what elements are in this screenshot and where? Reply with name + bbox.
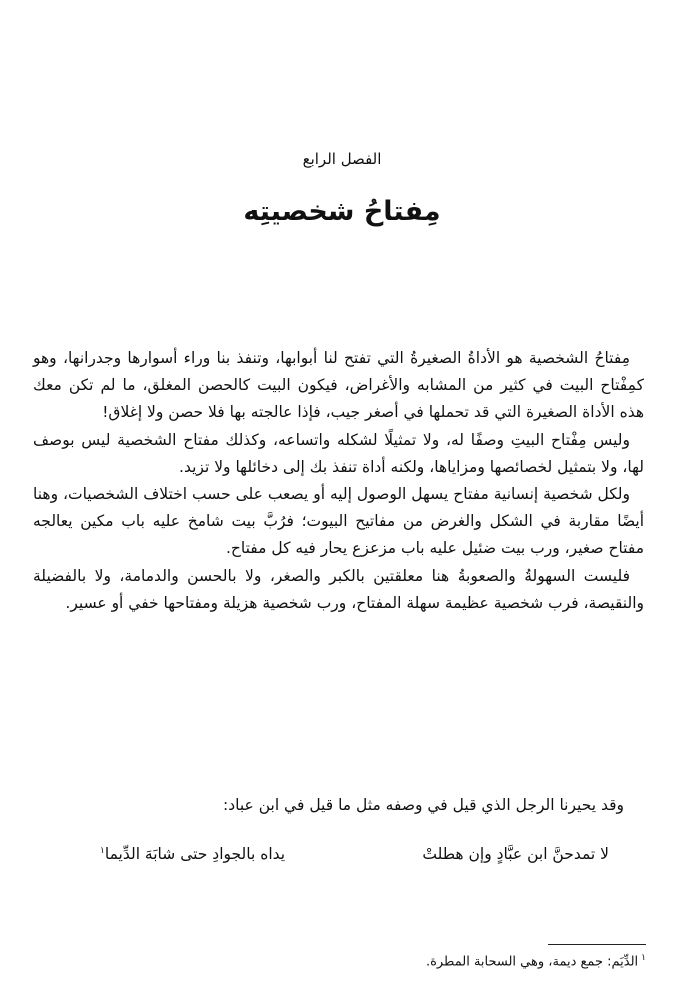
footnote-reference[interactable]: ١ <box>100 845 105 856</box>
footnote-text: الدِّيَم: جمع ديمة، وهي السحابة المطرة. <box>425 954 639 970</box>
footnote-number: ١ <box>641 953 646 963</box>
chapter-title: مِفتاحُ شخصيتِه <box>243 196 441 227</box>
paragraph-2: وليس مِفْتاح البيتِ وصفًا له، ولا تمثيلًا لشكله واتساعه، وكذلك مفتاح الشخصية ليس بوصف لها، ولا بتمثيل لخصائصها ومزاياها، ولكنه أداة تنفذ بك إلى دخائلها ولا تزيد. <box>33 430 644 476</box>
verse-intro: وقد يحيرنا الرجل الذي قيل في وصفه مثل ما قيل في ابن عباد: <box>223 796 624 814</box>
chapter-body <box>33 345 644 617</box>
verse-first-hemistich: لا تمدحنَّ ابن عبَّادٍ وإن هطلتْ <box>422 845 609 863</box>
footnote <box>426 953 646 969</box>
paragraph-4: فليست السهولةُ والصعوبةُ هنا معلقتين بالكبر والصغر، ولا بالحسن والدمامة، ولا بالفضيلة والنقيصة، فرب شخصية عظيمة سهلة المفتاح، ورب شخصية هزيلة ومفتاحها خفي أو عسير. <box>33 566 644 612</box>
paragraph-1: مِفتاحُ الشخصية هو الأداةُ الصغيرةُ التي تفتح لنا أبوابها، وتنفذ بنا وراء أسوارها وجدرانها، وهو كمِفْتاح البيت في كثير من المشابه والأغراض، فيكون البيت كالحصن المغلق، ما لم تكن معك هذه الأداة الصغيرة التي قد تحملها في أصغر جيب، فإذا عالجته بها فلا حصن ولا إغلاق! <box>33 349 644 422</box>
paragraph-3: ولكل شخصية إنسانية مفتاح يسهل الوصول إليه أو يصعب على حسب اختلاف الشخصيات، وهنا أيضًا مقاربة في الشكل والغرض من مفاتيح البيوت؛ فرُبَّ بيت شامخ عليه باب مكين يعالجه مفتاح صغير، ورب بيت ضئيل عليه باب مزعزع يحار فيه كل مفتاح. <box>33 485 644 558</box>
footnote-separator <box>548 944 646 945</box>
verse-second-hemistich: يداه بالجوادِ حتى شابَهَ الدِّيما$^١$ <box>100 845 286 863</box>
poetry-verse <box>100 845 609 863</box>
chapter-label: الفصل الرابع <box>302 150 382 168</box>
